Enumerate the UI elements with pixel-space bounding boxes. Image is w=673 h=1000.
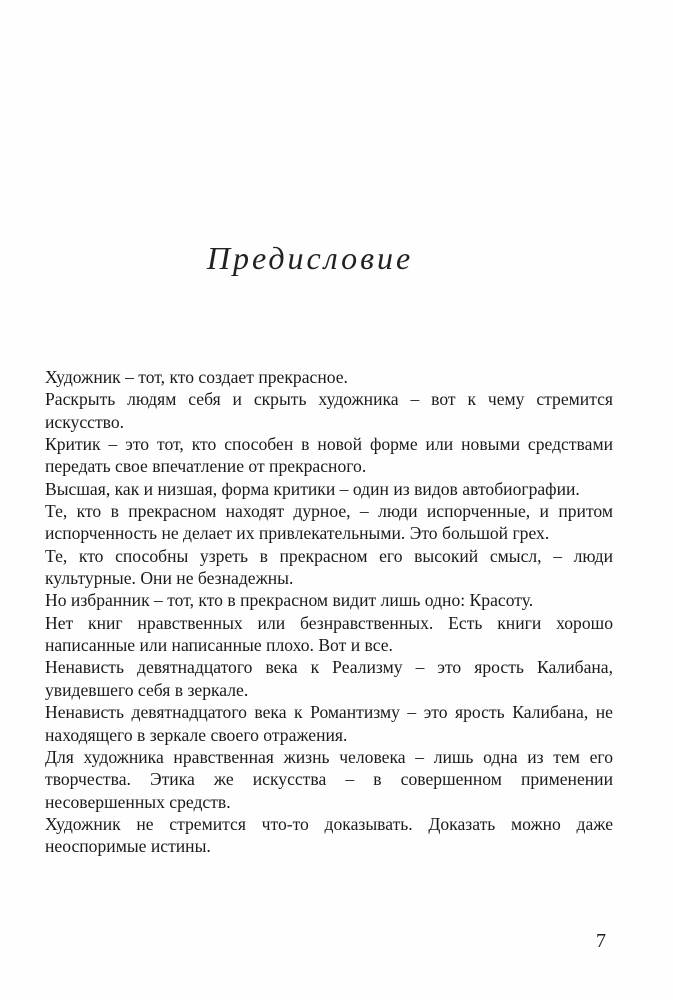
page-number: 7 <box>596 930 606 952</box>
chapter-title: Предисловие <box>206 240 414 276</box>
paragraph: Ненависть девятнадцатого века к Романтизму – это ярость Калибана, не находящего в зеркале своего отражения. <box>45 702 613 745</box>
paragraph: Художник – тот, кто создает прекрасное. <box>45 367 348 387</box>
paragraph: Высшая, как и низшая, форма критики – один из видов автобиографии. <box>45 478 580 499</box>
paragraph: Ненависть девятнадцатого века к Реализму – это ярость Калибана, увидевшего себя в зеркале. <box>45 657 613 700</box>
paragraph: Те, кто в прекрасном находят дурное, – люди испорченные, и притом испорченность не делает их привлекательными. Это большой грех. <box>45 501 613 544</box>
paragraph: Художник не стремится что-то доказывать. Доказать можно даже неоспоримые истины. <box>45 813 613 857</box>
paragraph: Нет книг нравственных или безнравственных. Есть книги хорошо написанные или написанные плохо. Вот и все. <box>45 612 613 656</box>
paragraph: Те, кто способны узреть в прекрасном его высокий смысл, – люди культурные. Они не безнадежны. <box>45 545 613 589</box>
paragraph: Но избранник – тот, кто в прекрасном видит лишь одно: Красоту. <box>45 590 534 611</box>
preface-text <box>45 366 613 858</box>
paragraph: Для художника нравственная жизнь человека – лишь одна из тем его творчества. Этика же искусства – в совершенном применении несовершенных средств. <box>45 746 613 812</box>
paragraph: Критик – это тот, кто способен в новой форме или новыми средствами передать свое впечатление от прекрасного. <box>45 434 613 477</box>
paragraph: Раскрыть людям себя и скрыть художника – вот к чему стремится искусство. <box>45 389 613 432</box>
